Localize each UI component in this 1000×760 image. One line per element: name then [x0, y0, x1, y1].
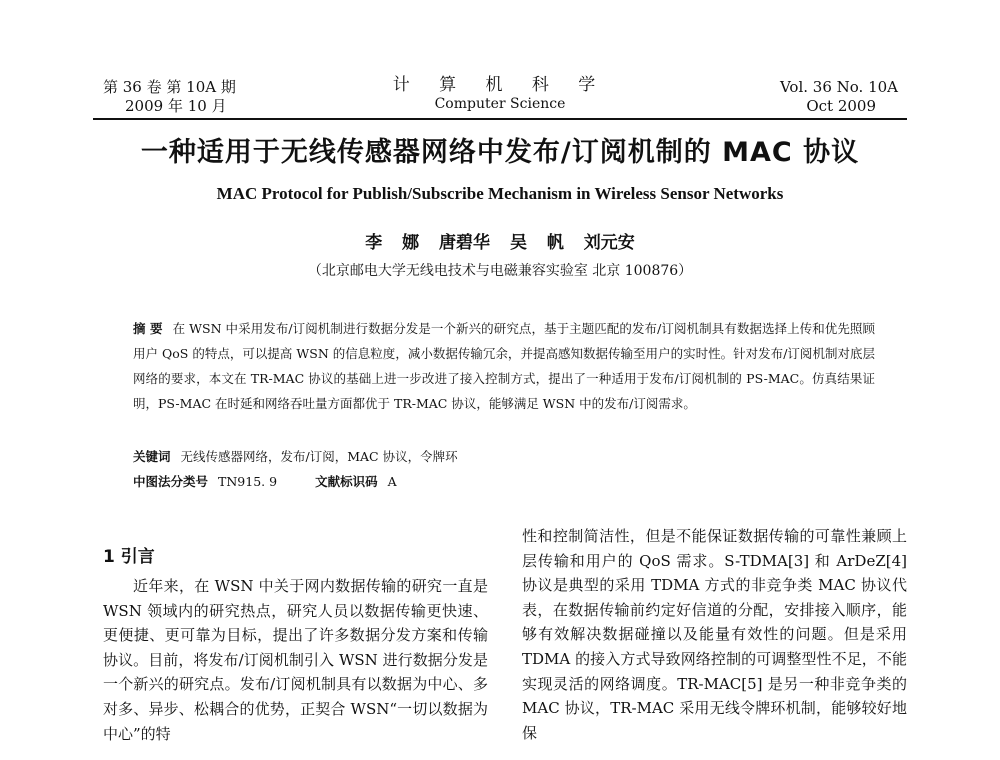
classification-value: TN915. 9: [218, 474, 278, 489]
paper-title-en: MAC Protocol for Publish/Subscribe Mechanism in Wireless Sensor Networks: [216, 184, 784, 203]
journal-date-en: Oct 2009: [806, 97, 876, 115]
keywords-label: 关键词: [133, 449, 171, 464]
section-heading: 1 引言: [103, 547, 155, 567]
keywords: [133, 447, 875, 465]
abstract: [133, 316, 875, 416]
abstract-label: 摘 要: [133, 321, 163, 336]
author-list: 李 娜 唐碧华 吴 帆 刘元安: [365, 233, 635, 253]
journal-date-cn: 2009 年 10 月: [125, 97, 227, 115]
body-column-left: 近年来，在 WSN 中关于网内数据传输的研究一直是 WSN 领域内的研究热点，研究人员以数据传输更快速、更便捷、更可靠为目标，提出了许多数据分发方案和传输协议。目前，将发布/订阅机制引入 WSN 进行数据分发是一个新兴的研究点。发布/订阅机制具有以数据为中心、多对多、异步、松耦合的优势，正契合 WSN“一切以数据为中心”的特: [103, 577, 488, 743]
paper-title-cn: 一种适用于无线传感器网络中发布/订阅机制的 MAC 协议: [140, 137, 860, 168]
body-column-right: 性和控制简洁性，但是不能保证数据传输的可靠性兼顾上层传输和用户的 QoS 需求。S-TDMA[3] 和 ArDeZ[4] 协议是典型的采用 TDMA 方式的非竞争类 MAC 协议代表，在数据传输前约定好信道的分配，安排接入顺序，能够有效解决数据碰撞以及能量有效性的问题。但是采用 TDMA 的接入方式导致网络控制的可调整型性不足，不能实现灵活的网络调度。TR-MAC[5] 是另一种非竞争类的 MAC 协议，TR-MAC 采用无线令牌环机制，能够较好地保: [522, 527, 907, 742]
header-rule: [93, 118, 907, 120]
journal-volume-en: Vol. 36 No. 10A: [779, 78, 898, 96]
journal-volume: 第 36 卷 第 10A 期: [103, 78, 236, 96]
classification: [133, 472, 875, 490]
keywords-text: 无线传感器网络，发布/订阅，MAC 协议，令牌环: [180, 449, 458, 464]
abstract-text: 在 WSN 中采用发布/订阅机制进行数据分发是一个新兴的研究点，基于主题匹配的发布/订阅机制具有数据选择上传和优先照顾用户 QoS 的特点，可以提高 WSN 的信息粒度，减小数据传输冗余，并提高感知数据传输至用户的实时性。针对发布/订阅机制对底层网络的要求，本文在 TR-MAC 协议的基础上进一步改进了接入控制方式，提出了一种适用于发布/订阅机制的 PS-MAC。仿真结果证明，PS-MAC 在时延和网络吞吐量方面都优于 TR-MAC 协议，能够满足 WSN 中的发布/订阅需求。: [133, 321, 875, 411]
journal-name: [380, 76, 620, 114]
doc-code-label: 文献标识码: [315, 474, 378, 489]
journal-name-cn: 计 算 机 科 学: [392, 75, 608, 95]
journal-issue-en: [780, 78, 898, 116]
doc-code-value: A: [387, 474, 397, 489]
affiliation: （北京邮电大学无线电技术与电磁兼容实验室 北京 100876）: [307, 263, 693, 279]
journal-name-en: Computer Science: [434, 96, 566, 112]
journal-issue: [103, 78, 236, 116]
classification-label: 中图法分类号: [133, 474, 209, 489]
